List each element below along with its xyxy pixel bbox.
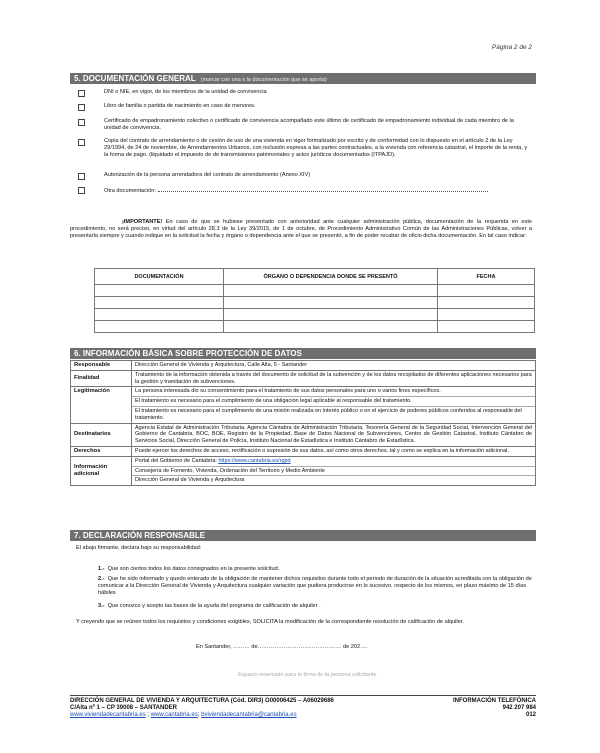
checkbox[interactable]	[78, 139, 85, 146]
row-label: Derechos	[71, 446, 132, 456]
row-value-line: Dirección General de Vivienda y Arquitectura	[132, 475, 535, 484]
row-value-line	[135, 458, 532, 465]
row-label: Información adicional	[71, 456, 132, 485]
row-value-line: El tratamiento es necesario para el cumplimiento de una misión realizada en interés público o en el ejercicio de poderes públicos conferidos al responsable del tratamiento.	[132, 406, 535, 422]
doc-item-contrato[interactable]	[78, 138, 530, 159]
item-text: Que he sido informado y quedo enterado de la obligación de mantener dichos requisitos durante todo el periodo de duración de la situación acreditada con la obligación de comunicar a la Dirección General de Vivienda y Arquitectura cualquier variación que pudiera producirse en lo sucesivo, respecto de los mismos, en plazo máximo de 15 días hábiles	[98, 576, 532, 596]
row-value-line: El tratamiento es necesario para el cumplimiento de una obligación legal aplicable al responsable del tratamiento.	[132, 396, 535, 405]
checkbox[interactable]	[78, 90, 85, 97]
page-number: Página 2 de 2	[491, 44, 532, 51]
footer-page-code: 012	[525, 712, 536, 718]
item-text: Que conozco y acepto las bases de la ayuda del programa de calificación de alquiler .	[107, 603, 321, 609]
footer-code: (Cód. DIR3) O00006425 – A06029686	[229, 698, 334, 704]
table-cell[interactable]	[438, 297, 535, 309]
doc-item-empadronamiento[interactable]	[78, 118, 530, 132]
row-value: Dirección General de Vivienda y Arquitectura, Calle Alta, 5 - Santander	[132, 361, 536, 371]
column-header: FECHA	[438, 269, 535, 285]
row-value-line: La persona interesada dio su consentimiento para el tratamiento de sus datos personales para uno o varios fines específicos.	[135, 388, 441, 395]
section6-title: 6. INFORMACIÓN BÁSICA SOBRE PROTECCIÓN DE DATOS	[74, 349, 302, 358]
table-cell[interactable]	[224, 309, 438, 321]
other-documentation-input[interactable]	[158, 186, 488, 192]
row-value: Agencia Estatal de Administración Tributaria, Agencia Cántabra de Administración Tributaria, Tesorería General de la Seguridad Social, Intervención General del Gobierno de Cantabria, BOC, BOE, Registro de la Propiedad, Base de Datos Nacional de Subvenciones, Centro de Gestión Catastral, Instituto Cántabro de Servicios Social, Dirección General de Policía, Instituto Nacional de Estadística e Instituto Cántabro de Estadística.	[132, 423, 536, 446]
row-label: Legitimación	[71, 387, 132, 423]
item-number: 3.-	[98, 603, 105, 609]
checkbox[interactable]	[78, 173, 85, 180]
row-value	[132, 456, 536, 485]
important-notice	[70, 219, 532, 240]
declaration-item-1	[98, 566, 532, 573]
item-number: 2.-	[98, 576, 105, 582]
doc-item-dni[interactable]	[78, 89, 530, 97]
table-cell[interactable]	[95, 309, 224, 321]
declaration-closing: Y creyendo que se reúnen todos los requisitos y condiciones exigibles, SOLICITA la modificación de la correspondiente resolución de calificación de alquiler.	[76, 619, 464, 625]
row-label: Destinatarios	[71, 423, 132, 446]
footer-link-email[interactable]: bviviendadecantabria@cantabria.es	[201, 712, 297, 718]
footer-links	[70, 712, 297, 719]
table-cell[interactable]	[224, 285, 438, 297]
table-row[interactable]	[95, 285, 535, 297]
section5-title: 5. DOCUMENTACIÓN GENERAL	[74, 74, 196, 83]
table-row[interactable]	[95, 309, 535, 321]
section7-header	[70, 530, 536, 541]
table-row	[71, 446, 536, 456]
doc-item-label: Libro de familia o partida de nacimiento en caso de menores.	[104, 103, 256, 109]
doc-item-otra[interactable]	[78, 186, 530, 195]
doc-item-label: Autorización de la persona arrendadora del contrato de arrendamiento (Anexo XIV)	[104, 172, 311, 178]
footer-address-line2: C/Alta nº 1 – CP 39008 – SANTANDER	[70, 705, 178, 711]
doc-item-label: DNI o NIE, en vigor, de los miembros de la unidad de convivencia	[104, 89, 267, 95]
footer-link-vivienda[interactable]: www.viviendadecantabria.es	[70, 712, 146, 718]
row-label: Responsable	[71, 361, 132, 371]
doc-item-label: Otra documentación:	[104, 188, 156, 194]
footer-phone-label: INFORMACIÓN TELEFÓNICA	[453, 698, 536, 704]
footer-sep: ;	[197, 712, 202, 718]
section7-title: 7. DECLARACIÓN RESPONSABLE	[74, 531, 206, 540]
table-row	[71, 387, 536, 423]
declaration-intro: El abajo firmante, declara bajo su responsabilidad:	[76, 545, 202, 551]
section5-header	[70, 73, 536, 84]
declaration-item-2	[98, 576, 532, 597]
doc-item-other-wrap	[104, 186, 530, 195]
table-row	[71, 361, 536, 371]
data-protection-table	[70, 360, 536, 486]
footer-address-line1	[70, 698, 334, 705]
footer-sep: ;	[145, 712, 151, 718]
place-date-line[interactable]: En Santander, ……… de……………………………………… de 202….	[196, 644, 368, 650]
declaration-item-3	[98, 603, 532, 610]
doc-item-label: Certificado de empadronamiento colectivo o certificado de convivencia acompañado este último de certificado de empadronamiento individual de cada miembro de la unidad de convivencia.	[104, 118, 514, 131]
table-cell[interactable]	[224, 321, 438, 333]
footer-dept: DIRECCIÓN GENERAL DE VIVIENDA Y ARQUITECTURA	[70, 698, 230, 704]
important-text: En caso de que se hubiese presentado con anterioridad ante cualquier administración pública, documentación de la requerida en este procedimiento, no será preciso, en virtud del artículo 28.3 de la Ley 39/2015, de 1 de octubre, de Procedimiento Administrativo Común de las Administraciones Públicas, volver a presentarla siempre y cuando indique en la solicitud la fecha y órgano o dependencia ante el que se presentó, a fin de poder recabar de oficio dicha documentación. En tal caso indicar:	[70, 219, 532, 239]
table-cell[interactable]	[95, 297, 224, 309]
checkbox[interactable]	[78, 104, 85, 111]
checkbox[interactable]	[78, 187, 85, 194]
table-cell[interactable]	[438, 309, 535, 321]
footer-phone: 942 207 984	[502, 705, 536, 711]
portal-label: Portal del Gobierno de Cantabria:	[135, 457, 219, 464]
section6-header	[70, 348, 536, 359]
row-label: Finalidad	[71, 370, 132, 387]
row-value	[132, 387, 536, 423]
checkbox[interactable]	[78, 119, 85, 126]
table-header-row	[95, 269, 535, 285]
doc-item-libro-familia[interactable]	[78, 103, 530, 111]
section5-subtitle: (marcar con una x la documentación que se aporta)	[200, 77, 327, 83]
column-header: DOCUMENTACIÓN	[95, 269, 224, 285]
table-row	[71, 456, 536, 485]
table-row	[71, 423, 536, 446]
rgpd-link[interactable]: https://www.cantabria.es/rgpd	[218, 457, 291, 464]
table-cell[interactable]	[438, 285, 535, 297]
important-label: ¡IMPORTANTE!	[122, 219, 163, 225]
signature-space[interactable]: Espacio reservado para la firma de la persona solicitante	[238, 672, 377, 678]
table-cell[interactable]	[438, 321, 535, 333]
table-cell[interactable]	[95, 321, 224, 333]
item-number: 1.-	[98, 566, 105, 572]
item-text: Que son ciertos todos los datos consignados en la presente solicitud.	[107, 566, 280, 572]
doc-item-label: Copia del contrato de arrendamiento o de cesión de uso de una vivienda en vigor formalizado por escrito y de conformidad con lo dispuesto en el artículo 2 de la Ley 29/1994, de 24 de noviembre, de Arrendamientos Urbanos, con inclusión expresa a las partes contractuales, a la vivienda con referencia catastral, el importe de la renta, y la forma de pago. (liquidado el impuesto de de transmisiones patrimoniales y actos jurídicos documentados (ITPAJD).	[104, 138, 528, 158]
table-row	[71, 370, 536, 387]
table-cell[interactable]	[95, 285, 224, 297]
table-row[interactable]	[95, 297, 535, 309]
footer-link-cantabria[interactable]: www.cantabria.es	[150, 712, 198, 718]
footer-divider	[70, 695, 536, 696]
doc-item-autorizacion[interactable]	[78, 172, 530, 180]
table-row[interactable]	[95, 321, 535, 333]
previous-docs-table	[94, 268, 535, 333]
row-value-line: Consejería de Fomento, Vivienda, Ordenación del Territorio y Medio Ambiente	[132, 466, 535, 475]
column-header: ÓRGANO O DEPENDENCIA DONDE SE PRESENTÓ	[224, 269, 438, 285]
table-cell[interactable]	[224, 297, 438, 309]
row-value: Puede ejercer los derechos de acceso, rectificación o supresión de sus datos, así como otros derechos, tal y como se explica en la información adicional.	[132, 446, 536, 456]
row-value: Tratamiento de la información obtenida a través del documento de solicitud de la subvención y de los datos recopilados de diferentes aplicaciones necesarios para la gestión y tramitación de subvenciones.	[132, 370, 536, 387]
